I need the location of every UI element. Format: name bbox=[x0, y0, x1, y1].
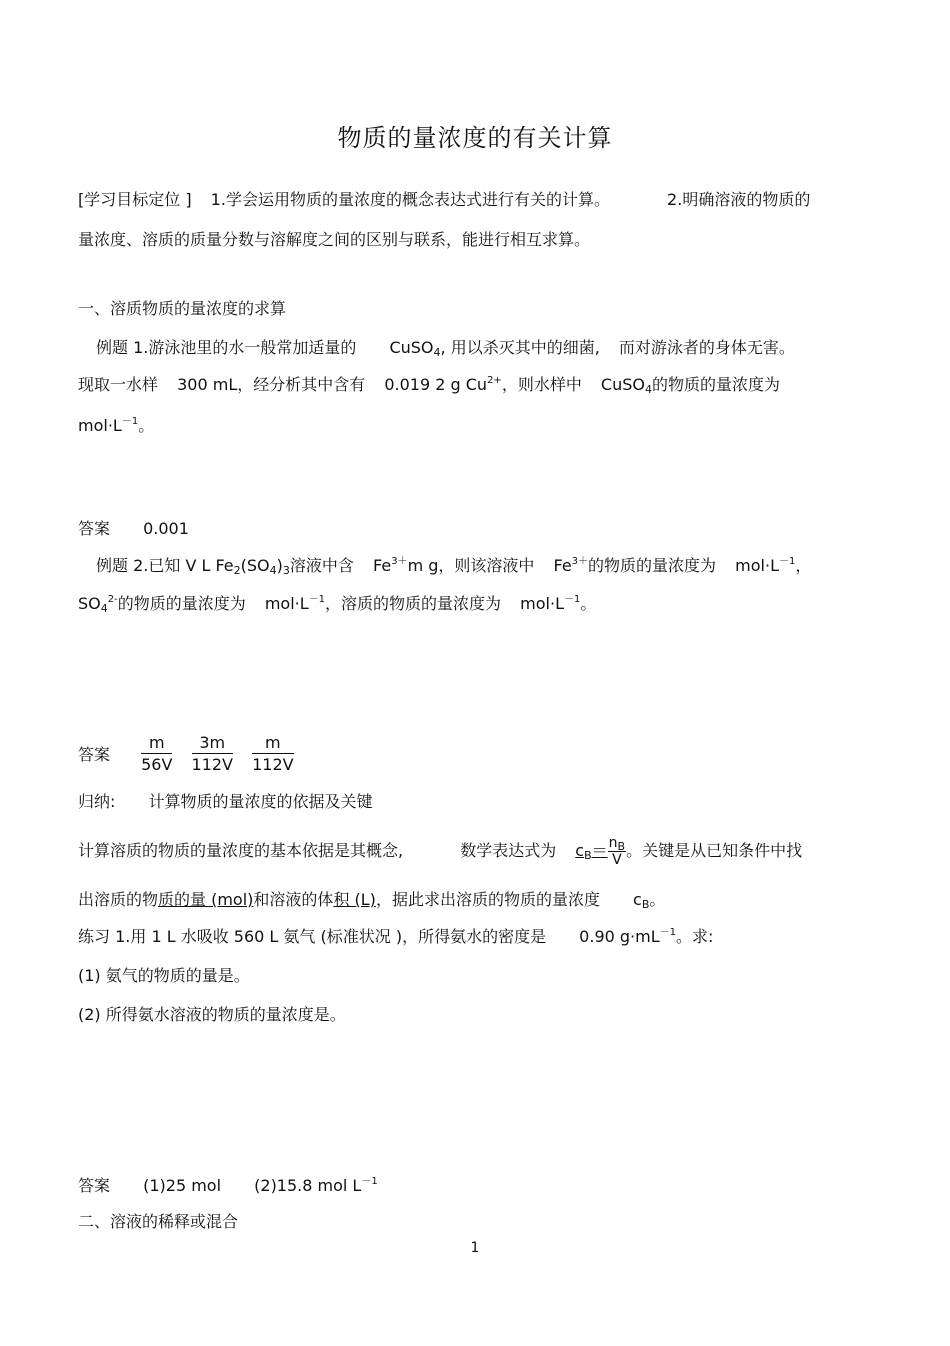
fraction-numerator: m bbox=[141, 733, 172, 754]
punctuation: ， bbox=[795, 556, 812, 575]
formula-fraction bbox=[608, 835, 626, 868]
formula-symbol: n bbox=[608, 835, 618, 851]
summary-label: 归纳: bbox=[78, 792, 116, 811]
formula-so4: SO bbox=[78, 594, 101, 613]
example-1-text: 300 mL，经分析其中含有 bbox=[177, 375, 366, 394]
objectives-line-2 bbox=[78, 230, 590, 250]
fraction-numerator bbox=[608, 835, 626, 852]
example-2-text: 的物质的量浓度为 bbox=[117, 594, 246, 613]
example-1-text: 0.019 2 g Cu bbox=[384, 375, 488, 394]
practice-text: 练习 1.用 1 L 水吸收 560 L 氨气 (标准状况 )，所得氨水的密度是 bbox=[78, 927, 547, 946]
formula-symbol: c bbox=[575, 841, 585, 860]
punctuation: 。 bbox=[138, 416, 155, 435]
unit: mol·L bbox=[520, 594, 564, 613]
summary-text: 计算溶质的物质的量浓度的基本依据是其概念, bbox=[78, 841, 404, 860]
practice-1-question-2 bbox=[78, 1005, 346, 1025]
answer-value: (1)25 mol bbox=[143, 1176, 222, 1195]
fraction-denominator: V bbox=[612, 852, 622, 868]
example-2-text: Fe bbox=[373, 556, 392, 575]
superscript: 2- bbox=[107, 594, 118, 605]
superscript: 2+ bbox=[487, 375, 502, 386]
section-2-heading-text: 二、溶液的稀释或混合 bbox=[78, 1212, 239, 1231]
example-1-text: 的物质的量浓度为 bbox=[651, 375, 780, 394]
example-2-text: 的物质的量浓度为 bbox=[588, 556, 717, 575]
example-2-line-2 bbox=[78, 594, 596, 614]
practice-text: 。求: bbox=[676, 927, 714, 946]
punctuation: 。 bbox=[649, 890, 666, 909]
subscript: B bbox=[617, 840, 626, 853]
superscript: －1 bbox=[659, 927, 676, 938]
unit: mol·L bbox=[78, 416, 122, 435]
objectives-label: [学习目标定位 ] bbox=[78, 190, 192, 209]
superscript: －1 bbox=[563, 594, 581, 605]
subscript: 4 bbox=[433, 346, 441, 359]
answer-1 bbox=[78, 519, 189, 539]
example-1-line-1 bbox=[96, 338, 795, 358]
practice-text: 0.90 g·mL bbox=[579, 927, 660, 946]
example-2-text: Fe bbox=[553, 556, 572, 575]
fraction-denominator: 112V bbox=[191, 755, 233, 774]
answer-2 bbox=[78, 733, 308, 776]
example-2-text: 例题 2.已知 V L Fe bbox=[96, 556, 234, 575]
question-text: (1) 氨气的物质的量是。 bbox=[78, 966, 250, 985]
example-1-text: ，则水样中 bbox=[501, 375, 582, 394]
section-1-heading bbox=[78, 299, 286, 319]
fraction-denominator: 56V bbox=[141, 755, 173, 774]
summary-heading-text: 计算物质的量浓度的依据及关键 bbox=[148, 792, 373, 811]
example-1-text: 现取一水样 bbox=[78, 375, 159, 394]
practice-1-line-1 bbox=[78, 927, 713, 947]
fraction-numerator: 3m bbox=[192, 733, 233, 754]
objective-2-start: 2.明确溶液的物质的 bbox=[667, 190, 811, 209]
superscript: 3＋ bbox=[391, 556, 408, 567]
page-number: 1 bbox=[470, 1240, 480, 1256]
formula-equals: ＝ bbox=[591, 841, 608, 860]
example-2-text: ) bbox=[276, 556, 283, 575]
subscript: 4 bbox=[100, 602, 108, 615]
example-2-line-1 bbox=[96, 556, 811, 576]
summary-text: 和溶液的体 bbox=[253, 890, 334, 909]
formula-cb bbox=[575, 841, 607, 860]
example-1-text: 例题 1.游泳池里的水一般常加适量的 bbox=[96, 338, 357, 357]
example-1-line-3 bbox=[78, 416, 154, 436]
answer-fraction-3 bbox=[252, 733, 293, 776]
example-2-text: m g，则该溶液中 bbox=[407, 556, 535, 575]
superscript: －1 bbox=[121, 416, 139, 427]
summary-text: ，据此求出溶质的物质的量浓度 bbox=[375, 890, 600, 909]
fraction-denominator: 112V bbox=[252, 755, 294, 774]
punctuation: 。 bbox=[580, 594, 597, 613]
superscript: －1 bbox=[778, 556, 796, 567]
example-1-text: 而对游泳者的身体无害。 bbox=[618, 338, 795, 357]
example-2-text: ，溶质的物质的量浓度为 bbox=[325, 594, 502, 613]
section-2-heading bbox=[78, 1212, 238, 1232]
answer-3 bbox=[78, 1176, 378, 1196]
subscript: 4 bbox=[269, 564, 277, 577]
summary-line-1 bbox=[78, 834, 802, 868]
superscript: －1 bbox=[308, 594, 326, 605]
subscript: 2 bbox=[233, 564, 241, 577]
formula-cuso4: CuSO bbox=[600, 375, 645, 394]
summary-line-2 bbox=[78, 890, 665, 910]
question-text: (2) 所得氨水溶液的物质的量浓度是。 bbox=[78, 1005, 346, 1024]
superscript: －1 bbox=[361, 1176, 378, 1187]
answer-label: 答案 bbox=[78, 744, 111, 764]
section-1-heading-text: 一、溶质物质的量浓度的求算 bbox=[78, 299, 287, 318]
answer-label: 答案 bbox=[78, 519, 111, 538]
example-2-text: 溶液中含 bbox=[289, 556, 354, 575]
formula-symbol: c bbox=[633, 890, 642, 909]
summary-heading bbox=[78, 792, 373, 812]
answer-value: 0.001 bbox=[143, 519, 189, 538]
underlined-term: 质的量 (mol) bbox=[158, 890, 254, 909]
practice-1-question-1 bbox=[78, 966, 250, 986]
summary-text: 。关键是从已知条件中找 bbox=[626, 841, 803, 860]
objective-2-end: 量浓度、溶质的质量分数与溶解度之间的区别与联系，能进行相互求算。 bbox=[78, 230, 591, 249]
answer-label: 答案 bbox=[78, 1176, 111, 1195]
formula-cuso4: CuSO bbox=[389, 338, 434, 357]
summary-text: 出溶质的物 bbox=[78, 890, 159, 909]
example-1-text: , 用以杀灭其中的细菌, bbox=[440, 338, 600, 357]
unit: mol·L bbox=[264, 594, 309, 613]
summary-text: 数学表达式为 bbox=[460, 841, 557, 860]
answer-fraction-2 bbox=[192, 733, 233, 776]
answer-fraction-1 bbox=[141, 733, 172, 776]
subscript: 4 bbox=[644, 383, 652, 396]
unit: mol·L bbox=[735, 556, 779, 575]
objective-1: 1.学会运用物质的量浓度的概念表达式进行有关的计算。 bbox=[210, 190, 610, 209]
fraction-numerator: m bbox=[252, 733, 293, 754]
superscript: 3＋ bbox=[571, 556, 589, 567]
page-title: 物质的量浓度的有关计算 bbox=[337, 124, 613, 152]
underlined-term: 积 (L) bbox=[333, 890, 376, 909]
answer-value: (2)15.8 mol L bbox=[254, 1176, 362, 1195]
subscript: B bbox=[641, 898, 650, 911]
objectives-line-1 bbox=[78, 190, 810, 210]
subscript: B bbox=[584, 849, 592, 862]
example-2-text: (SO bbox=[240, 556, 270, 575]
subscript: 3 bbox=[282, 564, 290, 577]
example-1-line-2 bbox=[78, 375, 780, 395]
